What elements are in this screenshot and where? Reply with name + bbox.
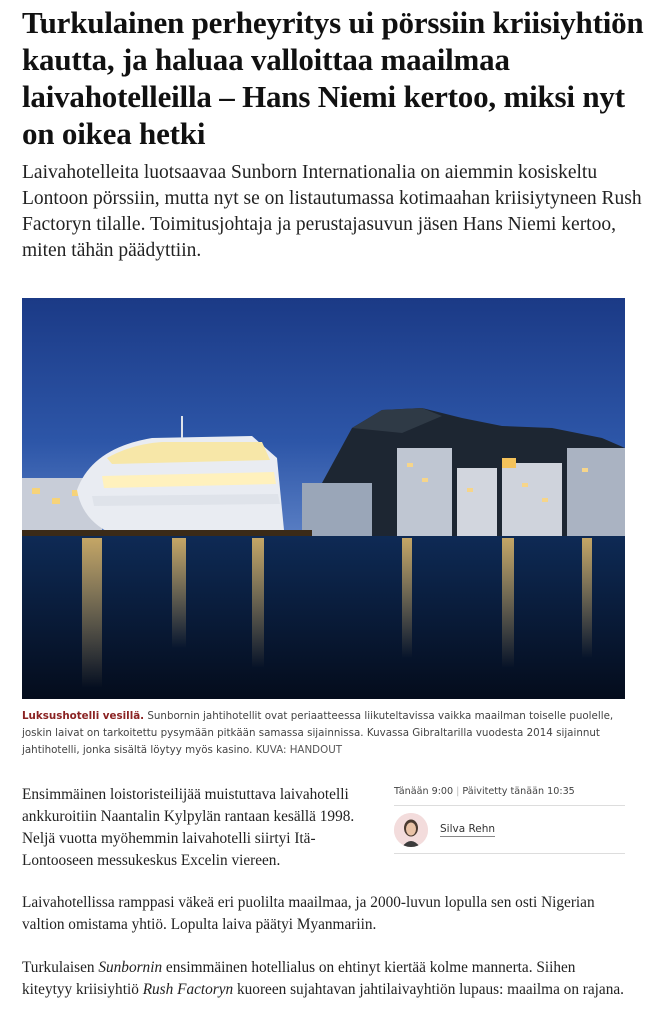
body-paragraph-2: Laivahotellissa ramppasi väkeä eri puolilta maailmaa, ja 2000-luvun lopulla sen osti Nigerian valtion omistama yhtiö. Lopulta laiva päätyi Myanmariin. [22, 894, 595, 933]
yacht-hotel-photo [22, 298, 625, 699]
p3-company-rush-factory: Rush Factoryn [142, 981, 234, 998]
author-link[interactable]: Silva Rehn [440, 822, 496, 835]
caption-text: Sunbornin jahtihotellit ovat periaatteessa liikuteltavissa vaikka maailman toiselle puolelle, joskin laivat on tarkoitettu pysymään pitkään samassa sijainnissa. Kuvassa Gibraltarilla vuodesta 2014 sijainnut jahtihotelli, jonka sisältä löytyy myös kasino. [22, 710, 614, 756]
body-paragraph-1: Ensimmäinen loistoristeilijää muistuttava laivahotelli ankkuroitiin Naantalin Kylpylän rantaan kesällä 1998. Neljä vuotta myöhemmin laivahotelli siirtyi Itä-Lontooseen messukeskus Excelin viereen. [22, 786, 355, 869]
caption-title: Luksushotelli vesillä. [22, 710, 145, 722]
hero-image[interactable] [22, 298, 625, 699]
article-lead: Laivahotelleita luotsaavaa Sunborn Internationalia on aiemmin kosiskeltu Lontoon pörssiin, mutta nyt se on listautumassa kotimaahan kriisiytyneen Rush Factoryn tilalle. Toimitusjohtaja ja perustajasuvun jäsen Hans Niemi kertoo, miten tähän päädyttiin. [22, 162, 642, 261]
article-headline: Turkulainen perheyritys ui pörssiin kriisiyhtiön kautta, ja haluaa valloittaa maailmaa laivahotelleilla – Hans Niemi kertoo, miksi nyt on oikea hetki [22, 5, 644, 151]
article-meta [394, 782, 625, 854]
caption-credit: KUVA: HANDOUT [255, 744, 343, 756]
published-time: Tänään 9:00 [394, 786, 454, 797]
article-dates [394, 782, 625, 806]
image-caption [22, 708, 625, 759]
author-row [394, 806, 625, 854]
p3-company-sunborn: Sunbornin [98, 959, 163, 976]
author-avatar[interactable] [394, 813, 428, 847]
author-portrait-icon [394, 813, 428, 847]
p3-part-c: kuoreen sujahtavan jahtilaivayhtiön lupaus: maailma on rajana. [233, 981, 624, 998]
updated-time: Päivitetty tänään 10:35 [462, 786, 575, 797]
body-paragraph-3 [22, 957, 625, 1001]
p3-part-a: Turkulaisen [22, 959, 99, 976]
p3-part-b: ensimmäinen hotellialus on ehtinyt kiertää kolme mannerta. Siihen kiteytyy kriisiyhtiö [22, 959, 576, 998]
date-separator: | [456, 786, 460, 797]
